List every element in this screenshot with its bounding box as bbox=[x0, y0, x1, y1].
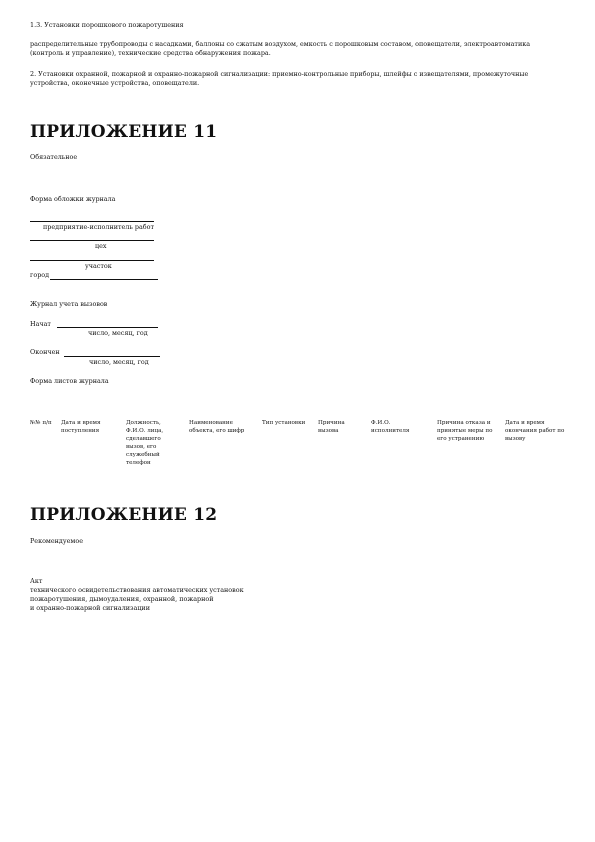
table-header-cell: Причина отказа и принятые меры по его устранению bbox=[437, 420, 493, 442]
field-label: город bbox=[30, 271, 50, 279]
section-heading: 1.3. Установки порошкового пожаротушения bbox=[30, 21, 184, 29]
act-title-line: пожаротушения, дымоудаления, охранной, пожарной bbox=[30, 595, 214, 603]
appendix-title: ПРИЛОЖЕНИЕ 12 bbox=[30, 505, 218, 525]
field-label: Окончен bbox=[30, 348, 60, 356]
section-paragraph: 2. Установки охранной, пожарной и охранно-пожарной сигнализации: приемно-контрольные приборы, шлейфы с извещателями, промежуточные устройства, оконечные устройства, оповещатели. bbox=[30, 70, 529, 88]
blank-line bbox=[30, 260, 154, 261]
form-label: Форма обложки журнала bbox=[30, 195, 116, 203]
field-caption: число, месяц, год bbox=[89, 358, 149, 366]
blank-line bbox=[50, 279, 158, 280]
table-header-cell: Дата и время окончания работ по вызову bbox=[505, 420, 565, 442]
table-header-cell: Дата и время поступления bbox=[61, 420, 101, 434]
appendix-status: Обязательное bbox=[30, 153, 78, 161]
table-header-cell: Наименование объекта, его шифр bbox=[189, 420, 245, 434]
table-header-cell: Должность, Ф.И.О. лица, сделавшего вызов, его служебный телефон bbox=[126, 420, 164, 466]
journal-title: Журнал учета вызовов bbox=[30, 300, 108, 308]
blank-line bbox=[30, 240, 154, 241]
field-caption: участок bbox=[85, 262, 112, 270]
blank-line bbox=[57, 327, 158, 328]
field-label: Начат bbox=[30, 320, 51, 328]
field-caption: предприятие-исполнитель работ bbox=[43, 223, 154, 231]
section-paragraph: распределительные трубопроводы с насадками, баллоны со сжатым воздухом, емкость с порошковым составом, оповещатели, электроавтоматика (контроль и управление), технические средства обнаружения пожара. bbox=[30, 40, 531, 58]
act-title-line: и охранно-пожарной сигнализации bbox=[30, 604, 150, 612]
field-caption: число, месяц, год bbox=[88, 329, 148, 337]
appendix-title: ПРИЛОЖЕНИЕ 11 bbox=[30, 122, 218, 142]
field-caption: цех bbox=[95, 242, 107, 250]
act-title-line: технического освидетельствования автоматических установок bbox=[30, 586, 244, 594]
table-header-cell: Ф.И.О. исполнителя bbox=[371, 420, 410, 434]
blank-line bbox=[64, 356, 160, 357]
form-label: Форма листов журнала bbox=[30, 377, 109, 385]
act-title-line: Акт bbox=[30, 577, 43, 585]
table-header-cell: Причина вызова bbox=[318, 420, 345, 434]
appendix-status: Рекомендуемое bbox=[30, 537, 84, 545]
blank-line bbox=[30, 221, 154, 222]
table-header-cell: №№ п/п bbox=[30, 420, 52, 426]
table-header-cell: Тип установки bbox=[262, 420, 306, 426]
